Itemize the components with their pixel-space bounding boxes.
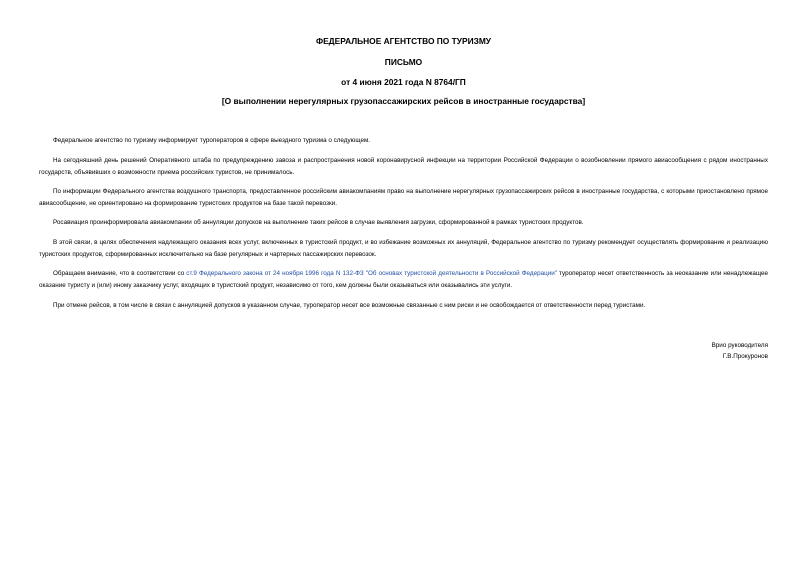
- paragraph-operational-headquarters: На сегодняшний день решений Оперативного штаба по предупреждению завоза и распространения новой коронавирусной инфекции на территории Российской Федерации о возобновлении прямого авиасообщения с рядом иностранных государств, объявивших о возможности приема российских туристов, не принималось.: [39, 157, 768, 176]
- paragraph-recommendation: В этой связи, в целях обеспечения надлежащего оказания всех услуг, включенных в туристский продукт, и во избежание возможных их аннуляций, Федеральное агентство по туризму рекомендует осуществлять формирование и реализацию туристских продуктов, сформированных исключительно на базе регулярных и чартерных пассажирских перевозок.: [39, 239, 768, 258]
- agency-title: ФЕДЕРАЛЬНОЕ АГЕНТСТВО ПО ТУРИЗМУ: [315, 36, 492, 46]
- document-subject: [О выполнении нерегулярных грузопассажирских рейсов в иностранные государства]: [221, 96, 586, 106]
- paragraph-law-text-before: Обращаем внимание, что в соответствии со: [53, 270, 187, 277]
- law-article-link[interactable]: ст.9 Федерального закона от 24 ноября 1996 года N 132-ФЗ "Об основах туристской деятельности в Российской Федерации": [186, 270, 557, 277]
- paragraph-flight-cancellation: При отмене рейсов, в том числе в связи с аннуляцией допусков в указанном случае, туроператор несет все возможные связанные с ним риски и не освобождается от ответственности перед туристами.: [53, 302, 646, 309]
- paragraph-law-reference: [39, 268, 768, 292]
- document-type: ПИСЬМО: [384, 57, 423, 67]
- signatory-name: Г.В.Прокуронов: [722, 353, 768, 360]
- paragraph-rosaviatsia-info: По информации Федерального агентства воздушного транспорта, предоставленное российским авиакомпаниям право на выполнение нерегулярных грузопассажирских рейсов в иностранные государства, с которыми приостановлено прямое авиасообщение, не ориентировано на формирование туристских продуктов на базе такой перевозки.: [39, 188, 768, 207]
- paragraph-intro: Федеральное агентство по туризму информирует туроператоров в сфере выездного туризма о следующем.: [53, 137, 371, 144]
- signatory-position: Врио руководителя: [711, 342, 768, 349]
- document-date-number: от 4 июня 2021 года N 8764/ГП: [341, 77, 466, 87]
- paragraph-law-text-after: туроператор несет ответственность за неоказание или ненадлежащее оказание туристу и (или) иному заказчику услуг, входящих в туристский продукт, независимо от того, кем должны были оказываться или оказывались эти услуги.: [39, 270, 768, 289]
- paragraph-permit-cancellation: Росавиация проинформировала авиакомпании об аннуляции допусков на выполнение таких рейсов в случае выявления загрузки, сформированной в рамках туристских продуктов.: [53, 219, 584, 226]
